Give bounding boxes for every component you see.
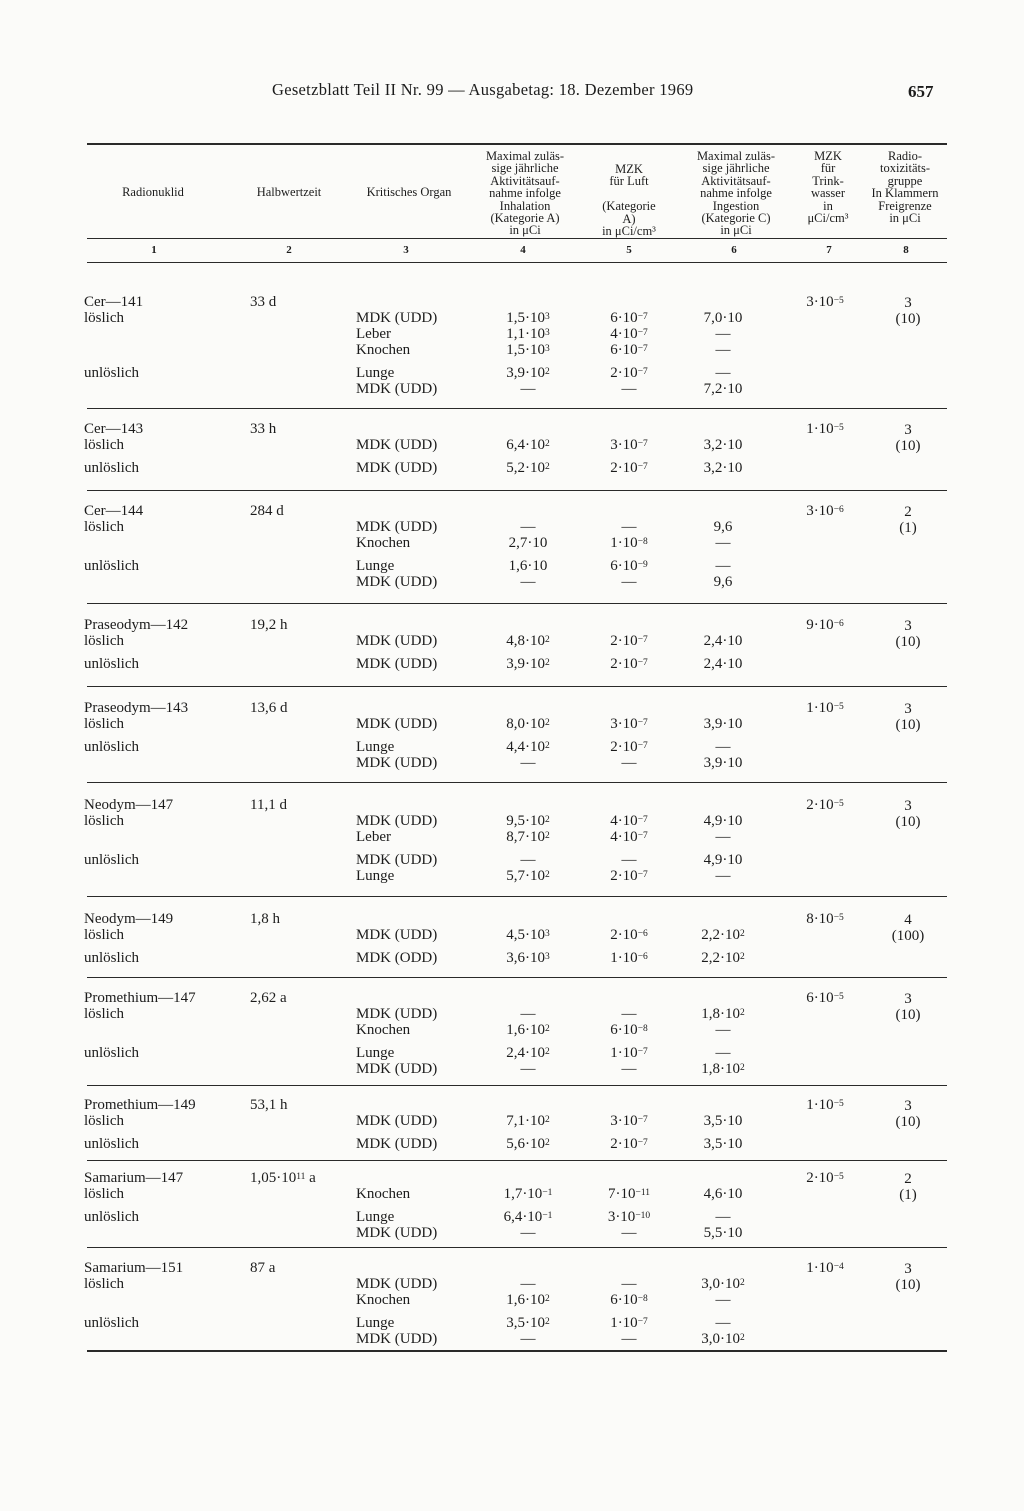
column-header-line: Aktivitätsauf- (701, 173, 771, 188)
row-label: unlöslich (84, 1045, 139, 1061)
radiotoxicity-group: 2 (904, 1171, 912, 1187)
column-header-line: in μCi (509, 223, 541, 238)
inhalation-value: — (520, 574, 536, 590)
inhalation-value: $1,7\cdot 10^{-1}$ (503, 1186, 553, 1202)
air-mzk-value: $1\cdot 10^{-7}$ (610, 1315, 648, 1331)
freigrenze: (10) (895, 634, 921, 650)
column-header-line: für (820, 161, 836, 176)
air-mzk-value: $1\cdot 10^{-8}$ (610, 535, 648, 551)
half-life: $1,05\cdot 10^{11}$ a (250, 1170, 316, 1186)
half-life: 33 d (250, 294, 277, 310)
column-number: 2 (286, 244, 292, 256)
column-header (468, 150, 582, 237)
column-header-line: Kritisches Organ (366, 185, 452, 199)
inhalation-value: $3,5\cdot 10^2$ (506, 1315, 550, 1331)
critical-organ: Lunge (356, 558, 395, 574)
inhalation-value: $1,6\cdot 10^2$ (506, 1022, 550, 1038)
ingestion-value: — (715, 365, 731, 381)
ingestion-value: 9,6 (713, 574, 733, 590)
row-label: unlöslich (84, 1136, 139, 1152)
table-rule (87, 686, 947, 687)
inhalation-value: — (520, 1006, 536, 1022)
inhalation-value: — (520, 1276, 536, 1292)
page-number: 657 (908, 82, 934, 101)
column-number: 1 (151, 244, 157, 256)
row-label: unlöslich (84, 950, 139, 966)
nuclide-name: Samarium—147 (84, 1170, 184, 1186)
ingestion-value: — (715, 1045, 731, 1061)
column-header-line: nahme infolge (489, 186, 561, 201)
column-header-line: Halbwertzeit (256, 185, 322, 199)
air-mzk-value: $2\cdot 10^{-7}$ (610, 739, 648, 755)
column-header (586, 163, 672, 237)
inhalation-value: — (520, 852, 536, 868)
air-mzk-value: — (621, 1331, 637, 1347)
freigrenze: (10) (895, 311, 921, 327)
freigrenze: (10) (895, 814, 921, 830)
row-label: löslich (84, 633, 124, 649)
critical-organ: Knochen (356, 342, 411, 358)
row-label: unlöslich (84, 656, 139, 672)
half-life: 53,1 h (250, 1097, 288, 1113)
radiotoxicity-group: 3 (904, 1261, 912, 1277)
table-rule (87, 1247, 947, 1248)
radiotoxicity-group: 4 (904, 912, 912, 928)
ingestion-value: 7,0·10 (703, 310, 743, 326)
radiotoxicity-group: 3 (904, 422, 912, 438)
air-mzk-value: $1\cdot 10^{-6}$ (610, 950, 648, 966)
critical-organ: MDK (UDD) (356, 633, 438, 649)
column-header-line: (Kategorie A) (490, 211, 560, 226)
table-rule (87, 1085, 947, 1086)
ingestion-value: $2,2\cdot 10^2$ (701, 950, 745, 966)
column-header-line: Aktivitätsauf- (490, 173, 560, 188)
air-mzk-value: — (621, 1276, 637, 1292)
column-header-line: Radio- (887, 149, 923, 163)
air-mzk-value: — (621, 1061, 637, 1077)
ingestion-value: 3,2·10 (703, 460, 743, 476)
air-mzk-value: $2\cdot 10^{-7}$ (610, 868, 648, 884)
column-header-line: Maximal zuläs- (485, 149, 565, 163)
table-rule (87, 408, 947, 409)
critical-organ: Lunge (356, 1045, 395, 1061)
inhalation-value: $8,0\cdot 10^2$ (506, 716, 550, 732)
column-number: 5 (626, 244, 632, 256)
inhalation-value: $5,2\cdot 10^2$ (506, 460, 550, 476)
inhalation-value: — (520, 1331, 536, 1347)
ingestion-value: 4,9·10 (703, 813, 743, 829)
nuclide-name: Promethium—147 (84, 990, 196, 1006)
row-label: unlöslich (84, 1209, 139, 1225)
freigrenze: (1) (899, 1187, 917, 1203)
ingestion-value: — (715, 558, 731, 574)
row-label: unlöslich (84, 558, 139, 574)
critical-organ: MDK (UDD) (356, 852, 438, 868)
row-label: löslich (84, 716, 124, 732)
row-label: unlöslich (84, 460, 139, 476)
critical-organ: Lunge (356, 1315, 395, 1331)
critical-organ: MDK (UDD) (356, 1276, 438, 1292)
air-mzk-value: $6\cdot 10^{-7}$ (610, 310, 648, 326)
column-number: 6 (731, 244, 737, 256)
row-label: löslich (84, 1113, 124, 1129)
critical-organ: MDK (UDD) (356, 755, 438, 771)
critical-organ: Leber (356, 829, 391, 845)
nuclide-name: Cer—143 (84, 421, 144, 437)
table-rule (87, 238, 947, 239)
freigrenze: (10) (895, 438, 921, 454)
mzk-trinkwasser: $6\cdot 10^{-5}$ (806, 990, 844, 1006)
freigrenze: (100) (891, 928, 925, 944)
air-mzk-value: $3\cdot 10^{-7}$ (610, 437, 648, 453)
critical-organ: MDK (UDD) (356, 927, 438, 943)
inhalation-value: 2,7·10 (508, 535, 548, 551)
mzk-trinkwasser: $1\cdot 10^{-5}$ (806, 1097, 844, 1113)
inhalation-value: $3,9\cdot 10^2$ (506, 656, 550, 672)
air-mzk-value: $7\cdot 10^{-11}$ (607, 1186, 650, 1202)
row-label: löslich (84, 1276, 124, 1292)
half-life: 13,6 d (250, 700, 288, 716)
air-mzk-value: — (621, 1225, 637, 1241)
radiotoxicity-group: 2 (904, 504, 912, 520)
mzk-trinkwasser: $2\cdot 10^{-5}$ (806, 797, 844, 813)
critical-organ: MDK (UDD) (356, 1061, 438, 1077)
inhalation-value: — (520, 1061, 536, 1077)
mzk-trinkwasser: $3\cdot 10^{-6}$ (806, 503, 844, 519)
critical-organ: MDK (UDD) (356, 1331, 438, 1347)
ingestion-value: — (715, 739, 731, 755)
column-header-line: in μCi (889, 211, 921, 226)
column-header-line: MZK (814, 149, 842, 163)
column-header-line: MZK (615, 162, 643, 176)
inhalation-value: $8,7\cdot 10^2$ (506, 829, 550, 845)
ingestion-value: 9,6 (713, 519, 733, 535)
column-header-line: Ingestion (712, 198, 760, 213)
ingestion-value: — (715, 1292, 731, 1308)
critical-organ: MDK (UDD) (356, 1006, 438, 1022)
radiotoxicity-group: 3 (904, 991, 912, 1007)
column-header-line: Maximal zuläs- (696, 149, 776, 163)
ingestion-value: 2,4·10 (703, 633, 743, 649)
mzk-trinkwasser: $3\cdot 10^{-5}$ (806, 294, 844, 310)
inhalation-value: $3,9\cdot 10^2$ (506, 365, 550, 381)
half-life: 1,8 h (250, 911, 280, 927)
radiotoxicity-group: 3 (904, 701, 912, 717)
inhalation-value: $5,6\cdot 10^2$ (506, 1136, 550, 1152)
column-header-line: in μCi/cm³ (602, 224, 656, 239)
air-mzk-value: — (621, 519, 637, 535)
row-label: löslich (84, 813, 124, 829)
critical-organ: Knochen (356, 1292, 411, 1308)
row-label: löslich (84, 1186, 124, 1202)
air-mzk-value: $3\cdot 10^{-7}$ (610, 1113, 648, 1129)
mzk-trinkwasser: $2\cdot 10^{-5}$ (806, 1170, 844, 1186)
row-label: löslich (84, 310, 124, 326)
column-header-line: in μCi (720, 223, 752, 238)
half-life: 87 a (250, 1260, 276, 1276)
mzk-trinkwasser: $1\cdot 10^{-4}$ (806, 1260, 844, 1276)
ingestion-value: $3,0\cdot 10^2$ (701, 1331, 745, 1347)
table-rule (87, 782, 947, 783)
mzk-trinkwasser: $1\cdot 10^{-5}$ (806, 421, 844, 437)
critical-organ: Knochen (356, 1186, 411, 1202)
inhalation-value: — (520, 755, 536, 771)
half-life: 2,62 a (250, 990, 287, 1006)
critical-organ: MDK (UDD) (356, 716, 438, 732)
ingestion-value: 7,2·10 (703, 381, 743, 397)
column-header-line: gruppe (887, 173, 923, 188)
half-life: 33 h (250, 421, 277, 437)
column-header-line: In Klammern (871, 186, 939, 201)
critical-organ: MDK (UDD) (356, 437, 438, 453)
critical-organ: MDK (UDD) (356, 656, 438, 672)
critical-organ: Knochen (356, 535, 411, 551)
row-label: löslich (84, 927, 124, 943)
mzk-trinkwasser: $9\cdot 10^{-6}$ (806, 617, 844, 633)
column-header (350, 186, 468, 198)
inhalation-value: $4,5\cdot 10^3$ (506, 927, 550, 943)
column-header-line: (Kategorie C) (701, 211, 771, 226)
ingestion-value: 3,9·10 (703, 716, 743, 732)
ingestion-value: — (715, 1315, 731, 1331)
air-mzk-value: — (621, 755, 637, 771)
table-rule (87, 490, 947, 491)
inhalation-value: $7,1\cdot 10^2$ (506, 1113, 550, 1129)
column-header-line: wasser (810, 186, 845, 201)
critical-organ: Lunge (356, 739, 395, 755)
inhalation-value: — (520, 519, 536, 535)
radiotoxicity-group: 3 (904, 1098, 912, 1114)
inhalation-value: $1,5\cdot 10^3$ (506, 310, 550, 326)
ingestion-value: 4,9·10 (703, 852, 743, 868)
radiotoxicity-group: 3 (904, 798, 912, 814)
ingestion-value: — (715, 1209, 731, 1225)
air-mzk-value: $6\cdot 10^{-8}$ (610, 1292, 648, 1308)
radiotoxicity-group: 3 (904, 295, 912, 311)
radiotoxicity-group: 3 (904, 618, 912, 634)
air-mzk-value: $1\cdot 10^{-7}$ (610, 1045, 648, 1061)
nuclide-name: Neodym—149 (84, 911, 174, 927)
table-rule (87, 977, 947, 978)
inhalation-value: — (520, 381, 536, 397)
freigrenze: (1) (899, 520, 917, 536)
freigrenze: (10) (895, 1114, 921, 1130)
air-mzk-value: $2\cdot 10^{-7}$ (610, 633, 648, 649)
page-header-title: Gesetzblatt Teil II Nr. 99 — Ausgabetag: 18. Dezember 1969 (272, 80, 694, 99)
half-life: 11,1 d (250, 797, 287, 813)
air-mzk-value: $3\cdot 10^{-7}$ (610, 716, 648, 732)
column-header (683, 150, 789, 237)
critical-organ: Knochen (356, 1022, 411, 1038)
air-mzk-value: $2\cdot 10^{-7}$ (610, 460, 648, 476)
table-rule (87, 1350, 947, 1352)
inhalation-value: $6,4\cdot 10^2$ (506, 437, 550, 453)
inhalation-value: 1,6·10 (508, 558, 548, 574)
freigrenze: (10) (895, 717, 921, 733)
ingestion-value: 4,6·10 (703, 1186, 743, 1202)
air-mzk-value: $6\cdot 10^{-8}$ (610, 1022, 648, 1038)
column-header-line: nahme infolge (700, 186, 772, 201)
row-label: unlöslich (84, 1315, 139, 1331)
column-header-line: A) (622, 211, 636, 226)
column-header-line: (Kategorie (602, 199, 656, 214)
ingestion-value: $1,8\cdot 10^2$ (701, 1006, 745, 1022)
ingestion-value: — (715, 1022, 731, 1038)
column-header (98, 186, 208, 198)
row-label: löslich (84, 1006, 124, 1022)
ingestion-value: — (715, 868, 731, 884)
table-rule (87, 262, 947, 263)
ingestion-value: $2,2\cdot 10^2$ (701, 927, 745, 943)
air-mzk-value: $2\cdot 10^{-7}$ (610, 656, 648, 672)
column-header-line: μCi/cm³ (807, 211, 849, 226)
critical-organ: Lunge (356, 1209, 395, 1225)
nuclide-name: Samarium—151 (84, 1260, 184, 1276)
critical-organ: MDK (UDD) (356, 574, 438, 590)
critical-organ: Lunge (356, 868, 395, 884)
table-rule (87, 143, 947, 145)
row-label: unlöslich (84, 852, 139, 868)
row-label: löslich (84, 519, 124, 535)
critical-organ: MDK (UDD) (356, 1113, 438, 1129)
column-number: 4 (520, 244, 526, 256)
row-label: löslich (84, 437, 124, 453)
air-mzk-value: $4\cdot 10^{-7}$ (610, 829, 648, 845)
ingestion-value: 3,2·10 (703, 437, 743, 453)
ingestion-value: 2,4·10 (703, 656, 743, 672)
ingestion-value: — (715, 326, 731, 342)
column-header-line: für Luft (609, 174, 649, 189)
inhalation-value: $3,6\cdot 10^3$ (506, 950, 550, 966)
column-header-line: Freigrenze (878, 198, 932, 213)
column-header (798, 150, 858, 224)
inhalation-value: $1,6\cdot 10^2$ (506, 1292, 550, 1308)
ingestion-value: — (715, 535, 731, 551)
nuclide-name: Neodym—147 (84, 797, 174, 813)
column-header (244, 186, 334, 198)
inhalation-value: — (520, 1225, 536, 1241)
freigrenze: (10) (895, 1277, 921, 1293)
ingestion-value: — (715, 342, 731, 358)
inhalation-value: $6,4\cdot 10^{-1}$ (503, 1209, 553, 1225)
column-header (856, 150, 954, 224)
column-header-line: Radionuklid (122, 185, 184, 199)
critical-organ: MDK (UDD) (356, 460, 438, 476)
row-label: unlöslich (84, 365, 139, 381)
air-mzk-value: $6\cdot 10^{-7}$ (610, 342, 648, 358)
column-number: 3 (403, 244, 409, 256)
ingestion-value: 3,5·10 (703, 1113, 743, 1129)
column-header-line: sige jährliche (491, 161, 559, 176)
critical-organ: MDK (UDD) (356, 1225, 438, 1241)
inhalation-value: $4,4\cdot 10^2$ (506, 739, 550, 755)
inhalation-value: $5,7\cdot 10^2$ (506, 868, 550, 884)
ingestion-value: 3,5·10 (703, 1136, 743, 1152)
inhalation-value: $9,5\cdot 10^2$ (506, 813, 550, 829)
inhalation-value: $4,8\cdot 10^2$ (506, 633, 550, 649)
air-mzk-value: $6\cdot 10^{-9}$ (610, 558, 648, 574)
critical-organ: MDK (UDD) (356, 381, 438, 397)
column-header-line: in (823, 198, 833, 213)
nuclide-name: Praseodym—142 (84, 617, 189, 633)
table-rule (87, 896, 947, 897)
critical-organ: Lunge (356, 365, 395, 381)
nuclide-name: Praseodym—143 (84, 700, 189, 716)
air-mzk-value: $4\cdot 10^{-7}$ (610, 813, 648, 829)
critical-organ: MDK (UDD) (356, 310, 438, 326)
critical-organ: MDK (UDD) (356, 1136, 438, 1152)
air-mzk-value: — (621, 852, 637, 868)
air-mzk-value: — (621, 381, 637, 397)
half-life: 19,2 h (250, 617, 288, 633)
mzk-trinkwasser: $8\cdot 10^{-5}$ (806, 911, 844, 927)
nuclide-name: Cer—144 (84, 503, 144, 519)
critical-organ: Leber (356, 326, 391, 342)
critical-organ: MDK (ODD) (356, 950, 438, 966)
air-mzk-value: — (621, 1006, 637, 1022)
table-rule (87, 1160, 947, 1161)
air-mzk-value: — (621, 574, 637, 590)
column-number: 7 (826, 244, 832, 256)
half-life: 284 d (250, 503, 284, 519)
row-label: unlöslich (84, 739, 139, 755)
ingestion-value: 3,9·10 (703, 755, 743, 771)
table-rule (87, 603, 947, 604)
nuclide-name: Cer—141 (84, 294, 144, 310)
air-mzk-value: $2\cdot 10^{-7}$ (610, 365, 648, 381)
nuclide-name: Promethium—149 (84, 1097, 196, 1113)
air-mzk-value: $4\cdot 10^{-7}$ (610, 326, 648, 342)
ingestion-value: — (715, 829, 731, 845)
ingestion-value: $1,8\cdot 10^2$ (701, 1061, 745, 1077)
inhalation-value: $1,1\cdot 10^3$ (506, 326, 550, 342)
inhalation-value: $1,5\cdot 10^3$ (506, 342, 550, 358)
inhalation-value: $2,4\cdot 10^2$ (506, 1045, 550, 1061)
air-mzk-value: $3\cdot 10^{-10}$ (607, 1209, 651, 1225)
air-mzk-value: $2\cdot 10^{-7}$ (610, 1136, 648, 1152)
column-header-line: Inhalation (499, 198, 551, 213)
ingestion-value: $3,0\cdot 10^2$ (701, 1276, 745, 1292)
column-header-line: Trink- (812, 173, 844, 188)
ingestion-value: 5,5·10 (703, 1225, 743, 1241)
column-header-line: toxizitäts- (880, 161, 930, 176)
air-mzk-value: $2\cdot 10^{-6}$ (610, 927, 648, 943)
column-header-line: sige jährliche (702, 161, 770, 176)
critical-organ: MDK (UDD) (356, 813, 438, 829)
critical-organ: MDK (UDD) (356, 519, 438, 535)
column-number: 8 (903, 244, 909, 256)
freigrenze: (10) (895, 1007, 921, 1023)
mzk-trinkwasser: $1\cdot 10^{-5}$ (806, 700, 844, 716)
